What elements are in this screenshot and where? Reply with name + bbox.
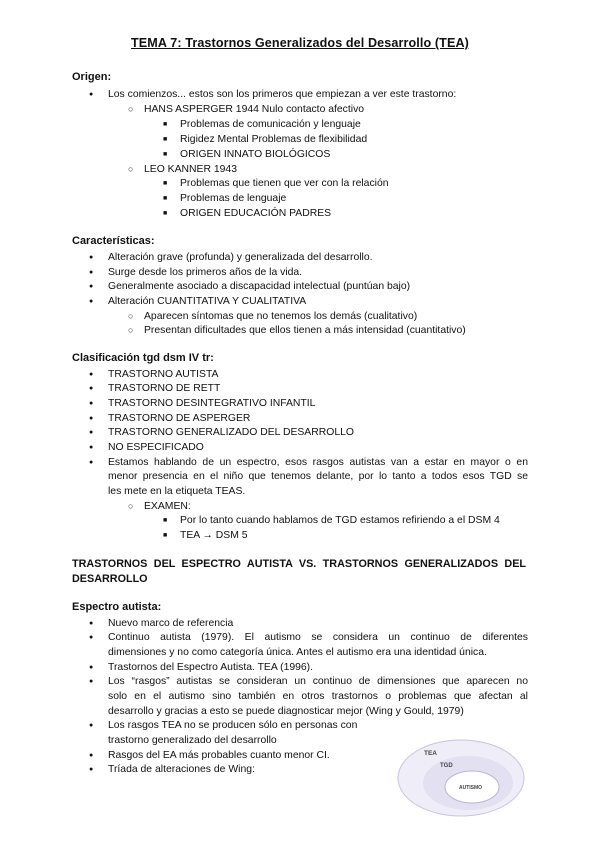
- espectro-item: ● Nuevo marco de referencia: [108, 616, 233, 631]
- espectro-heading: Espectro autista:: [72, 601, 162, 613]
- asperger-item: ■ ORIGEN INNATO BIOLÓGICOS: [180, 147, 330, 162]
- caracteristica-item: ● Generalmente asociado a discapacidad intelectual (puntúan bajo): [108, 279, 410, 294]
- examen-item: ■ Por lo tanto cuando hablamos de TGD estamos refiriendo a el DSM 4: [180, 513, 500, 528]
- espectro-item-line: desarrollo y gracias a esto se puede diagnosticar mejor (Wing y Gould, 1979): [108, 706, 464, 717]
- asperger-item: ■ Rigidez Mental Problemas de flexibilidad: [180, 132, 367, 147]
- caracteristicas-heading: Características:: [72, 235, 155, 247]
- espectro-item-line: trastorno generalizado del desarrollo: [108, 735, 277, 746]
- clasificacion-paragraph-line: les mete en la etiqueta TEAS.: [108, 486, 246, 497]
- caracteristica-item: ● Alteración grave (profunda) y generalizada del desarrollo.: [108, 250, 373, 265]
- espectro-item-line: ● Los rasgos TEA no se producen sólo en personas con: [108, 718, 357, 733]
- espectro-item-line: ● Continuo autista (1979). El autismo se considera un continuo de diferentes: [108, 630, 528, 645]
- espectro-item: ● Trastornos del Espectro Autista. TEA (1996).: [108, 660, 313, 675]
- caracteristica-subitem: ○ Presentan dificultades que ellos tienen a más intensidad (cuantitativo): [144, 323, 466, 338]
- clasificacion-item: ● TRASTORNO DESINTEGRATIVO INFANTIL: [108, 396, 315, 411]
- asperger-item: ■ Problemas de comunicación y lenguaje: [180, 117, 361, 132]
- espectro-item-line: dimensiones y no como categoría única. Antes el autismo era una identidad única.: [108, 647, 487, 658]
- clasificacion-item: ● TRASTORNO DE ASPERGER: [108, 411, 250, 426]
- examen-item: ■ TEA → DSM 5: [180, 528, 248, 543]
- espectro-item-line: solo en el autismo sino también en otros trastornos o problemas que afectan al: [108, 691, 528, 702]
- clasificacion-item: ● TRASTORNO GENERALIZADO DEL DESARROLLO: [108, 425, 354, 440]
- espectro-item-line: ● Los “rasgos” autistas se consideran un continuo de dimensiones que aparecen no: [108, 674, 528, 689]
- caracteristica-item: ● Surge desde los primeros años de la vida.: [108, 265, 302, 280]
- caracteristica-subitem: ○ Aparecen síntomas que no tenemos los demás (cualitativo): [144, 309, 417, 324]
- section2-heading-line: DESARROLLO: [72, 573, 148, 585]
- kanner-item: ■ Problemas que tienen que ver con la relación: [180, 176, 389, 191]
- clasificacion-paragraph-line: menor presencia en el niño que tenemos delante, por lo tanto a todos esos TGD se: [108, 471, 528, 482]
- examen-label: ○ EXAMEN:: [144, 499, 191, 514]
- kanner-item: ■ ORIGEN EDUCACIÓN PADRES: [180, 206, 331, 221]
- clasificacion-item: ● TRASTORNO DE RETT: [108, 381, 220, 396]
- espectro-item: ● Rasgos del EA más probables cuanto menor CI.: [108, 748, 330, 763]
- origen-intro: ● Los comienzos... estos son los primeros que empiezan a ver este trastorno:: [108, 87, 456, 102]
- section2-heading-line: TRASTORNOS DEL ESPECTRO AUTISTA VS. TRASTORNOS GENERALIZADOS DEL: [72, 558, 526, 570]
- kanner-item: ■ Problemas de lenguaje: [180, 191, 286, 206]
- tea-venn-diagram: [396, 738, 526, 818]
- tea-label: TEA: [424, 750, 437, 757]
- espectro-item: ● Tríada de alteraciones de Wing:: [108, 762, 255, 777]
- clasificacion-heading: Clasificación tgd dsm IV tr:: [72, 352, 214, 364]
- tgd-label: TGD: [440, 763, 453, 769]
- clasificacion-paragraph-line: ● Estamos hablando de un espectro, esos rasgos autistas van a estar en mayor o en: [108, 455, 528, 470]
- origen-asperger: ○ HANS ASPERGER 1944 Nulo contacto afectivo: [144, 102, 364, 117]
- page-title: TEMA 7: Trastornos Generalizados del Desarrollo (TEA): [131, 36, 469, 50]
- origen-heading: Origen:: [72, 71, 112, 83]
- clasificacion-item: ● NO ESPECIFICADO: [108, 440, 204, 455]
- caracteristica-item: ● Alteración CUANTITATIVA Y CUALITATIVA: [108, 294, 306, 309]
- clasificacion-item: ● TRASTORNO AUTISTA: [108, 367, 218, 382]
- autismo-label: AUTISMO: [459, 785, 483, 791]
- origen-kanner: ○ LEO KANNER 1943: [144, 162, 237, 177]
